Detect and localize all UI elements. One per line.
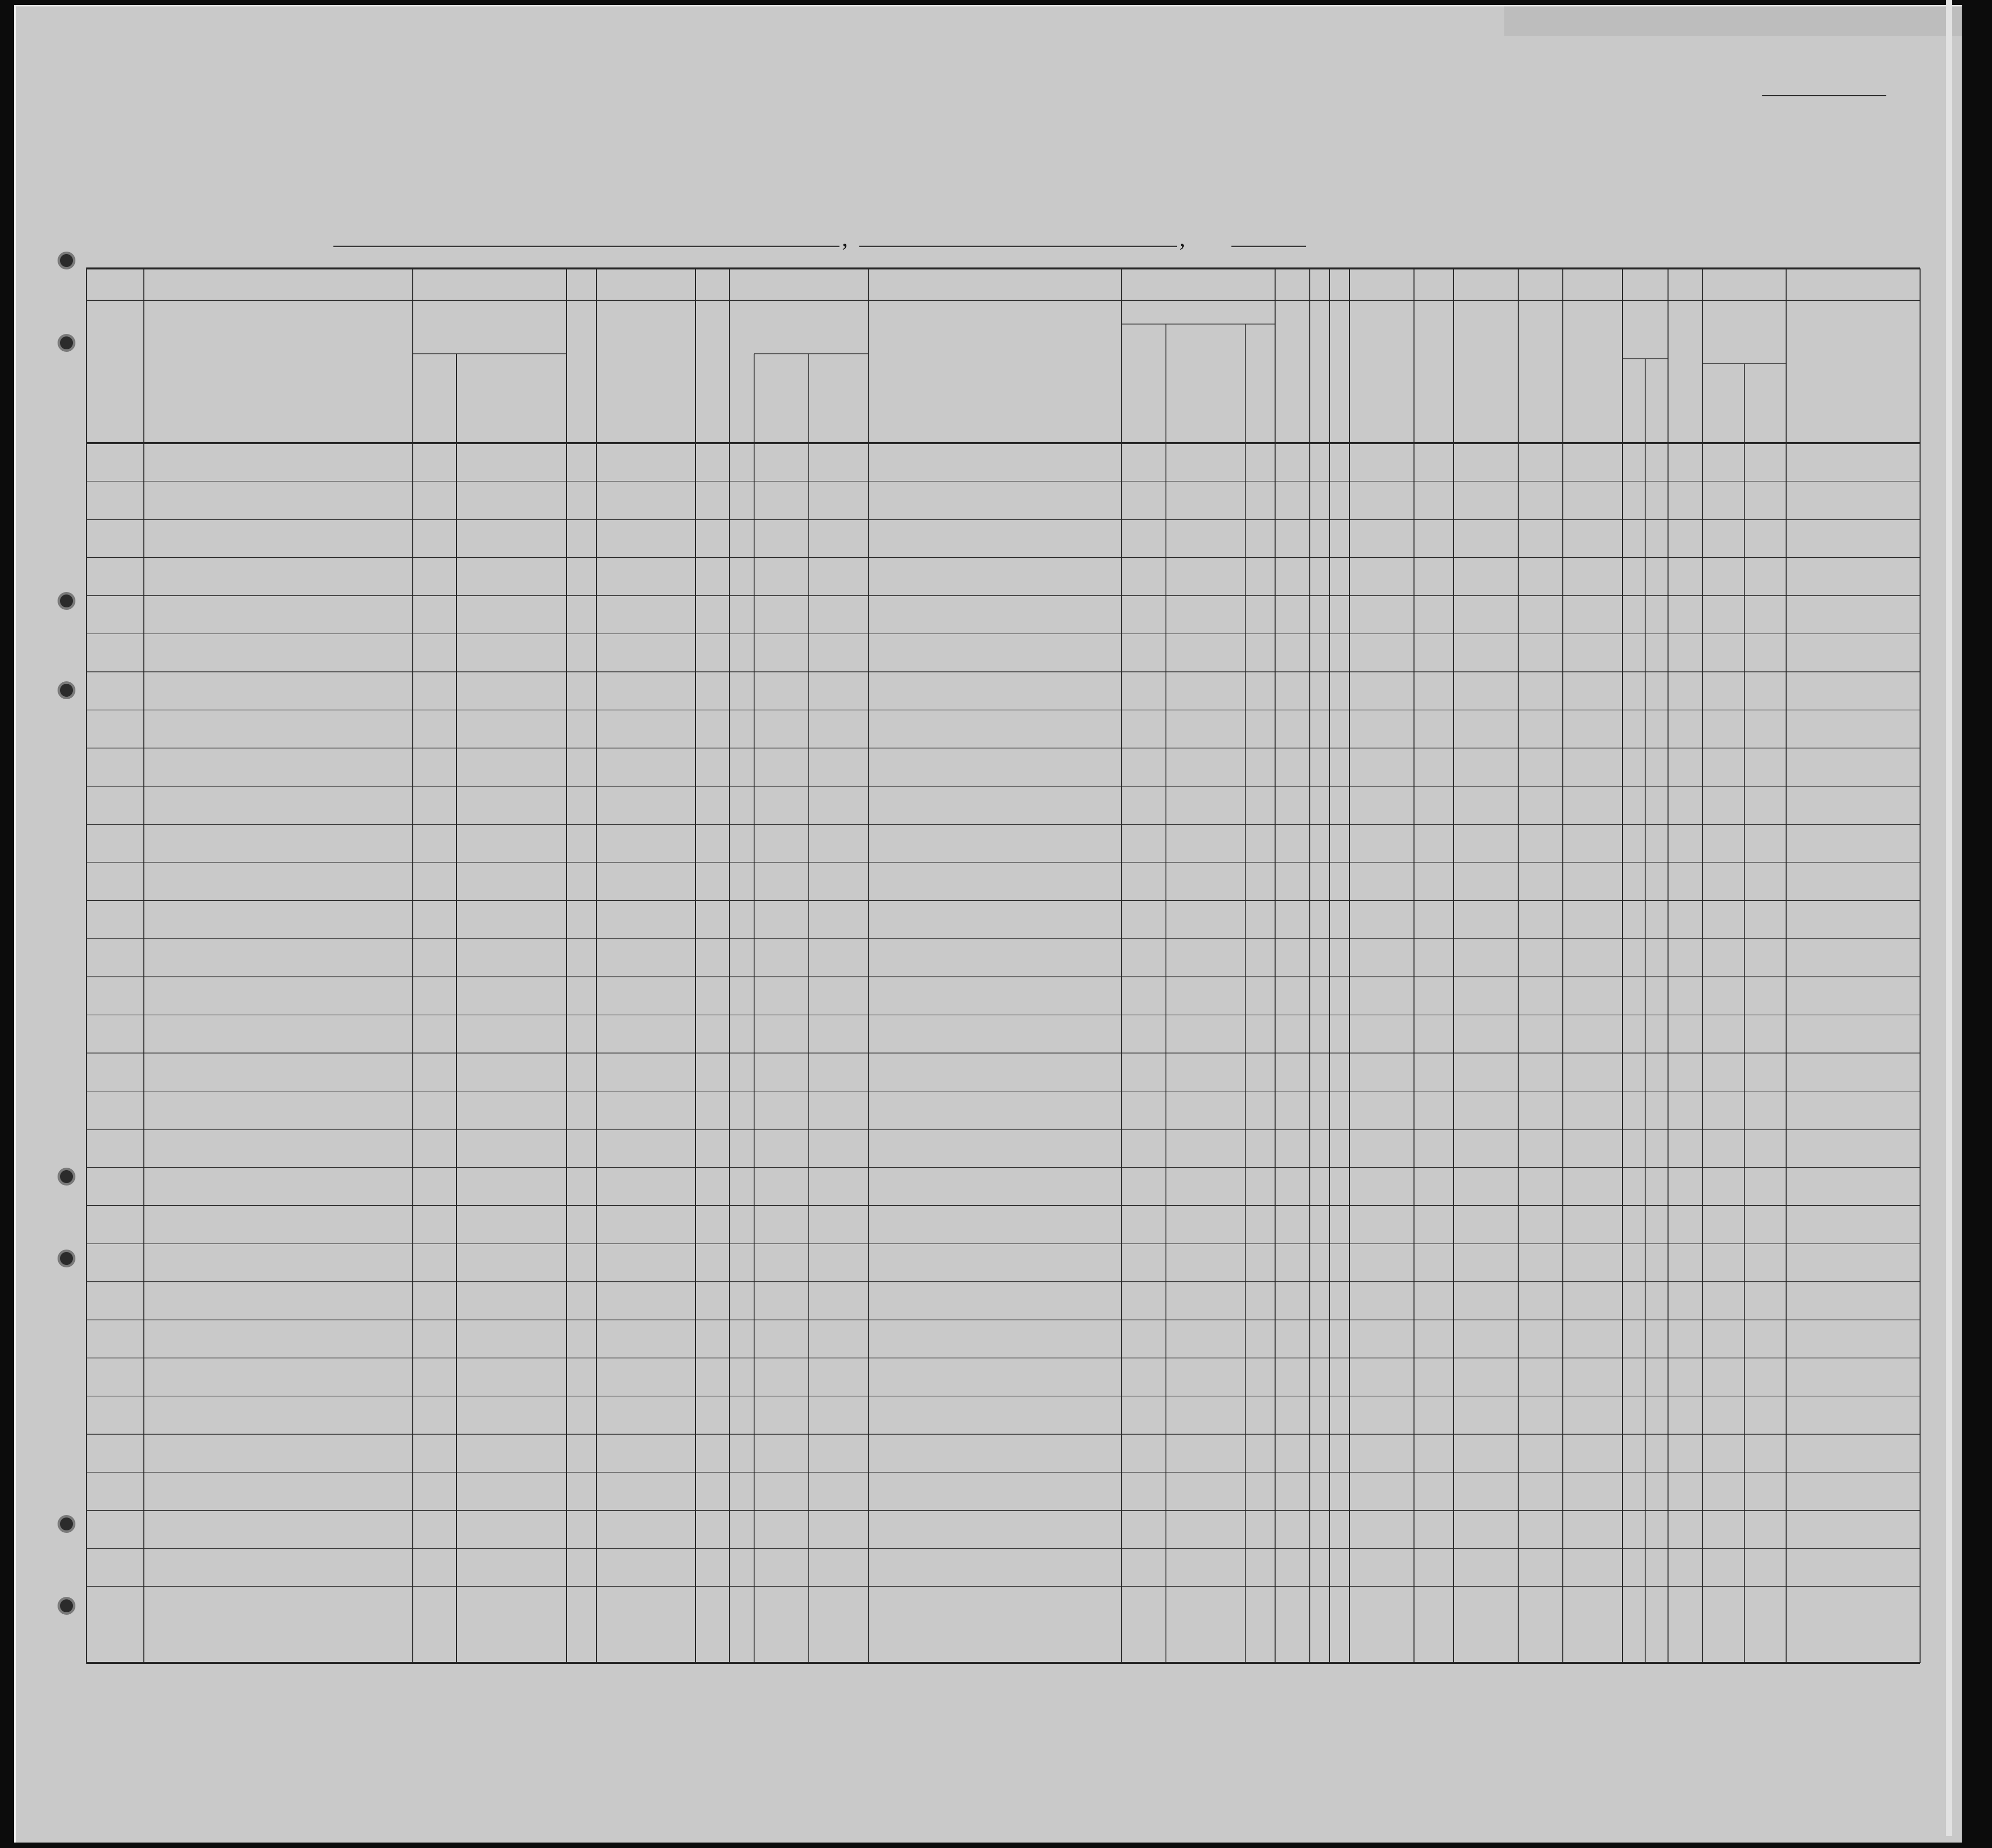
binder-hole <box>58 1168 75 1186</box>
comma-separator: , <box>842 225 848 252</box>
binder-hole <box>58 1515 75 1533</box>
manifest-sheet <box>14 5 1962 1843</box>
binder-hole <box>58 334 75 352</box>
binder-hole <box>58 1597 75 1615</box>
table-grid <box>16 6 1962 1843</box>
page-edge <box>1946 0 1952 1836</box>
binder-hole <box>58 681 75 699</box>
comma-separator-2: , <box>1179 225 1185 252</box>
binder-hole <box>58 252 75 269</box>
binder-hole <box>58 592 75 610</box>
binder-hole <box>58 1250 75 1267</box>
